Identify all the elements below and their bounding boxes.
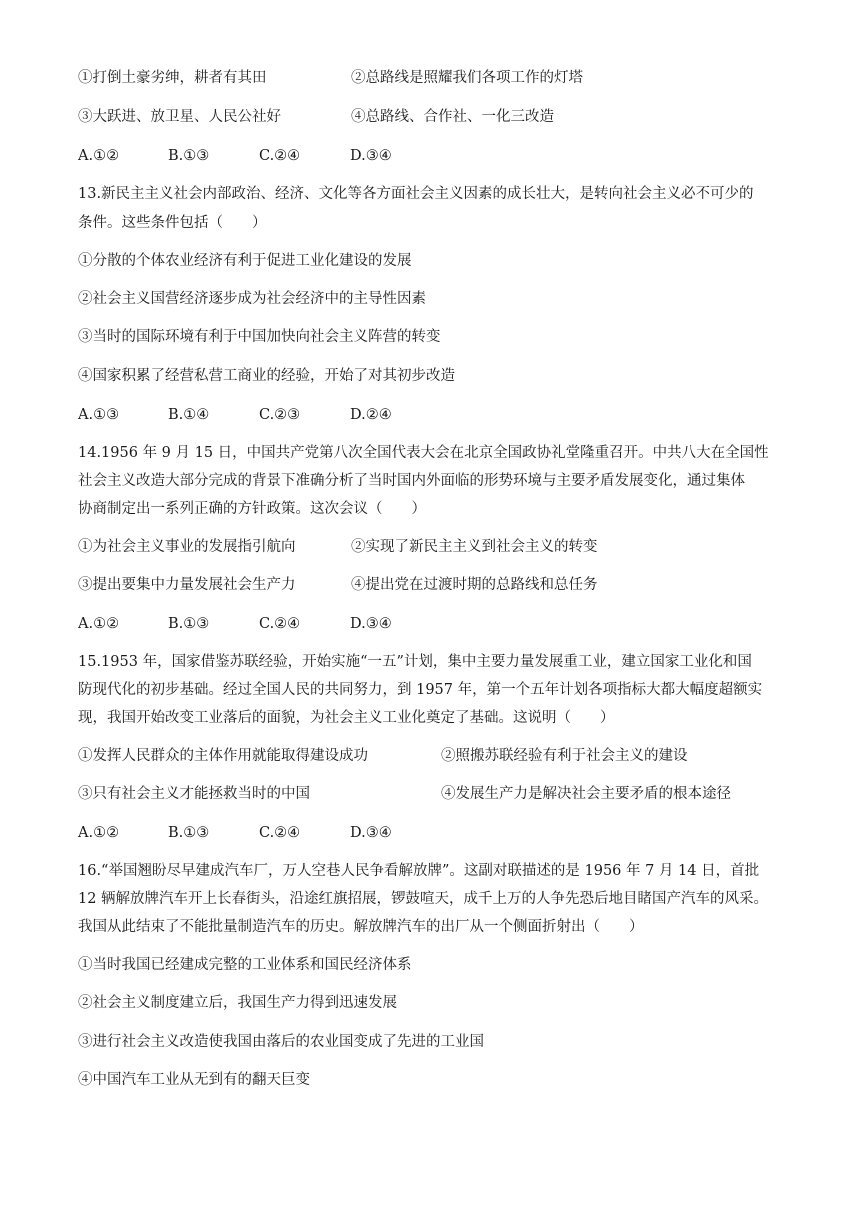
q14-stem-line-2: 社会主义改造大部分完成的背景下准确分析了当时国内外面临的形势环境与主要矛盾发展变化，通过集体: [78, 473, 745, 489]
q15-stem-line-2: 防现代化的初步基础。经过全国人民的共同努力，到 1957 年，第一个五年计划各项指标大都大幅度超额实: [78, 682, 763, 698]
q15-choice-a: A.①②: [78, 825, 120, 841]
q12-option-2: ②总路线是照耀我们各项工作的灯塔: [351, 70, 583, 86]
q15-option-2: ②照搬苏联经验有利于社会主义的建设: [441, 748, 688, 764]
q12-choice-a: A.①②: [78, 148, 120, 164]
q15-choice-d: D.③④: [350, 825, 392, 841]
q13-option-3: ③当时的国际环境有利于中国加快向社会主义阵营的转变: [78, 329, 441, 345]
q14-option-3: ③提出要集中力量发展社会生产力: [78, 577, 296, 593]
q15-choice-c: C.②④: [259, 825, 301, 841]
q13-choice-c: C.②③: [259, 407, 301, 423]
q12-choice-d: D.③④: [350, 148, 392, 164]
q14-choice-b: B.①③: [168, 616, 210, 632]
q14-stem-line-3: 协商制定出一系列正确的方针政策。这次会议（ ）: [78, 501, 426, 517]
q16-option-4: ④中国汽车工业从无到有的翻天巨变: [78, 1072, 310, 1088]
q13-stem-line-2: 条件。这些条件包括（ ）: [78, 215, 267, 231]
q16-option-3: ③进行社会主义改造使我国由落后的农业国变成了先进的工业国: [78, 1034, 484, 1050]
q15-option-1: ①发挥人民群众的主体作用就能取得建设成功: [78, 748, 368, 764]
q16-stem-line-2: 12 辆解放牌汽车开上长春街头，沿途红旗招展，锣鼓喧天，成千上万的人争先恐后地目睹国产汽车的风采。: [78, 891, 769, 907]
q12-option-3: ③大跃进、放卫星、人民公社好: [78, 109, 281, 125]
q14-choice-d: D.③④: [350, 616, 392, 632]
q12-option-4: ④总路线、合作社、一化三改造: [351, 109, 554, 125]
q14-choice-c: C.②④: [259, 616, 301, 632]
q13-stem-line-1: 13.新民主主义社会内部政治、经济、文化等各方面社会主义因素的成长壮大，是转向社会主义必不可少的: [78, 186, 754, 202]
q12-option-1: ①打倒土豪劣绅，耕者有其田: [78, 70, 267, 86]
q13-choice-d: D.②④: [350, 407, 392, 423]
q14-option-1: ①为社会主义事业的发展指引航向: [78, 539, 296, 555]
q12-choice-b: B.①③: [168, 148, 210, 164]
q16-option-2: ②社会主义制度建立后，我国生产力得到迅速发展: [78, 995, 397, 1011]
q16-option-1: ①当时我国已经建成完整的工业体系和国民经济体系: [78, 957, 412, 973]
q13-option-2: ②社会主义国营经济逐步成为社会经济中的主导性因素: [78, 291, 426, 307]
q13-option-4: ④国家积累了经营私营工商业的经验，开始了对其初步改造: [78, 368, 455, 384]
q14-choice-a: A.①②: [78, 616, 120, 632]
q16-stem-line-1: 16.“举国翘盼尽早建成汽车厂，万人空巷人民争看解放牌”。这副对联描述的是 1956 年 7 月 14 日，首批: [78, 863, 760, 879]
q15-option-3: ③只有社会主义才能拯救当时的中国: [78, 786, 310, 802]
q12-choice-c: C.②④: [259, 148, 301, 164]
q14-option-4: ④提出党在过渡时期的总路线和总任务: [351, 577, 598, 593]
q14-stem-line-1: 14.1956 年 9 月 15 日，中国共产党第八次全国代表大会在北京全国政协礼堂隆重召开。中共八大在全国性: [78, 445, 769, 461]
q14-option-2: ②实现了新民主主义到社会主义的转变: [351, 539, 598, 555]
q16-stem-line-3: 我国从此结束了不能批量制造汽车的历史。解放牌汽车的出厂从一个侧面折射出（ ）: [78, 919, 644, 935]
q13-option-1: ①分散的个体农业经济有利于促进工业化建设的发展: [78, 253, 412, 269]
q13-choice-b: B.①④: [168, 407, 210, 423]
q15-stem-line-1: 15.1953 年，国家借鉴苏联经验，开始实施“一五”计划，集中主要力量发展重工业，建立国家工业化和国: [78, 654, 752, 670]
q15-choice-b: B.①③: [168, 825, 210, 841]
q15-option-4: ④发展生产力是解决社会主要矛盾的根本途径: [441, 786, 731, 802]
q15-stem-line-3: 现，我国开始改变工业落后的面貌，为社会主义工业化奠定了基础。这说明（ ）: [78, 710, 615, 726]
q13-choice-a: A.①③: [78, 407, 120, 423]
